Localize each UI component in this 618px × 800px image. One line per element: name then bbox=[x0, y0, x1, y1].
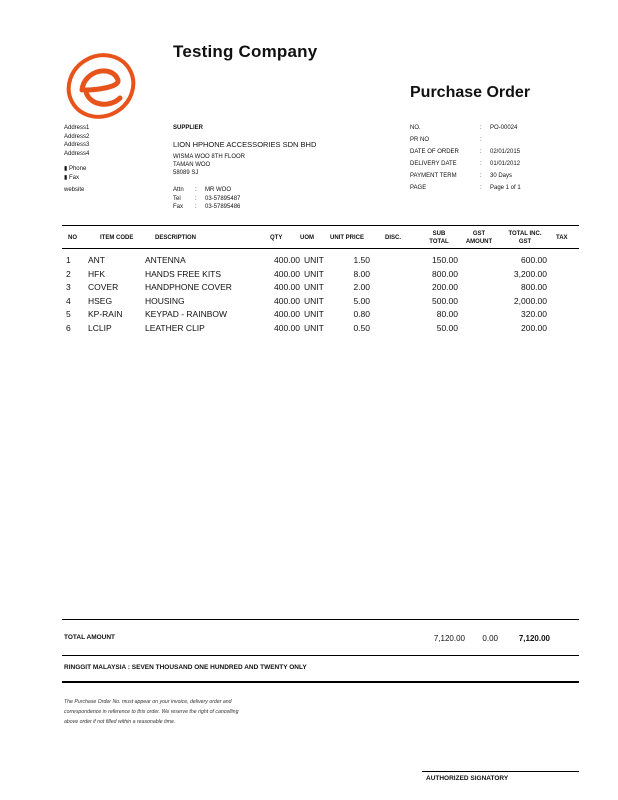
fax-label: Fax bbox=[68, 174, 79, 181]
cell-unit-price: 2.00 bbox=[353, 282, 370, 293]
meta-value: 02/01/2015 bbox=[490, 149, 521, 155]
cell-total-inc-gst: 200.00 bbox=[521, 323, 547, 333]
total-gst: 0.00 bbox=[482, 634, 498, 643]
cell-uom: UNIT bbox=[304, 268, 324, 279]
cell-description: ANTENNA bbox=[145, 255, 186, 265]
cell-description: LEATHER CLIP bbox=[145, 323, 205, 333]
cell-no: 4 bbox=[66, 295, 71, 306]
cell-description: HOUSING bbox=[145, 295, 185, 306]
cell-sub-total: 500.00 bbox=[432, 295, 458, 306]
table-row bbox=[0, 323, 618, 337]
supplier-block bbox=[173, 124, 383, 177]
cell-total-inc-gst: 2,000.00 bbox=[513, 295, 547, 306]
cell-qty: 400.00 bbox=[274, 268, 300, 279]
cell-description: HANDS FREE KITS bbox=[145, 268, 222, 279]
footnote-line: correspondence in reference to this order. We reserve the right of cancelling bbox=[64, 709, 239, 715]
cell-description: KEYPAD - RAINBOW bbox=[145, 309, 228, 320]
table-row bbox=[0, 255, 618, 269]
meta-label: DATE OF ORDER bbox=[410, 149, 459, 155]
company-contact bbox=[64, 165, 154, 182]
cell-qty: 400.00 bbox=[274, 323, 300, 333]
attn-label: Attn bbox=[173, 187, 184, 193]
cell-no: 5 bbox=[66, 309, 71, 320]
company-name: Testing Company bbox=[173, 42, 318, 61]
col-header-qty: QTY bbox=[270, 235, 283, 241]
col-header-no: NO bbox=[68, 235, 77, 241]
table-row bbox=[0, 282, 618, 296]
meta-value: PO-00024 bbox=[490, 125, 518, 131]
meta-value: 30 Days bbox=[490, 173, 513, 179]
supplier-address-line: 58089 SJ bbox=[173, 170, 199, 176]
totals-bottom-rule bbox=[62, 655, 579, 656]
supplier-name: LION HPHONE ACCESSORIES SDN BHD bbox=[173, 140, 317, 149]
fax-value: 03-57895486 bbox=[205, 204, 241, 210]
cell-qty: 400.00 bbox=[274, 282, 300, 293]
footnote-line: The Purchase Order No. must appear on your invoice, delivery order and bbox=[64, 699, 232, 705]
total-grand-total: 7,120.00 bbox=[518, 634, 550, 643]
phone-label: Phone bbox=[68, 166, 87, 172]
totals-top-rule bbox=[62, 619, 579, 620]
website-label: website bbox=[64, 187, 85, 193]
total-amount-label: TOTAL AMOUNT bbox=[64, 634, 116, 641]
cell-uom: UNIT bbox=[304, 255, 324, 265]
company-logo bbox=[62, 46, 140, 124]
meta-value: Page 1 of 1 bbox=[490, 185, 521, 191]
cell-unit-price: 1.50 bbox=[353, 255, 370, 265]
cell-unit-price: 8.00 bbox=[353, 268, 370, 279]
cell-sub-total: 150.00 bbox=[432, 255, 458, 265]
col-header-tax: TAX bbox=[556, 235, 568, 241]
col-header-description: DESCRIPTION bbox=[155, 235, 197, 241]
cell-item-code: HFK bbox=[88, 268, 105, 279]
cell-item-code: KP-RAIN bbox=[88, 309, 123, 320]
cell-sub-total: 50.00 bbox=[436, 323, 458, 333]
cell-no: 1 bbox=[66, 255, 71, 265]
table-row bbox=[0, 296, 618, 310]
supplier-address-line: WISMA WOO 8TH FLOOR bbox=[173, 154, 246, 160]
cell-description: HANDPHONE COVER bbox=[145, 282, 232, 293]
meta-label: DELIVERY DATE bbox=[410, 161, 457, 167]
cell-qty: 400.00 bbox=[274, 309, 300, 320]
meta-label: PR NO bbox=[410, 137, 430, 143]
cell-sub-total: 800.00 bbox=[432, 268, 458, 279]
fax-icon: ▮ bbox=[64, 174, 69, 181]
words-bottom-rule bbox=[62, 681, 579, 683]
cell-uom: UNIT bbox=[304, 323, 324, 333]
col-header-uom: UOM bbox=[300, 235, 314, 241]
col-header-gst-amount: GST AMOUNT bbox=[465, 231, 493, 245]
signature-label: AUTHORIZED SIGNATORY bbox=[426, 775, 509, 782]
col-header-sub-total: SUB TOTAL bbox=[429, 231, 449, 245]
meta-label: PAYMENT TERM bbox=[410, 173, 457, 179]
tel-value: 03-57895487 bbox=[205, 195, 241, 202]
document-title: Purchase Order bbox=[410, 84, 531, 101]
cell-unit-price: 0.50 bbox=[353, 323, 370, 333]
cell-uom: UNIT bbox=[304, 309, 324, 320]
address-line: Address2 bbox=[64, 133, 90, 140]
cell-no: 3 bbox=[66, 282, 71, 293]
meta-label: NO. bbox=[410, 125, 421, 131]
cell-total-inc-gst: 3,200.00 bbox=[513, 268, 547, 279]
col-header-total-inc-gst: TOTAL INC. GST bbox=[508, 231, 542, 245]
total-sub-total: 7,120.00 bbox=[433, 634, 465, 643]
cell-sub-total: 80.00 bbox=[436, 309, 458, 320]
col-header-disc: DISC. bbox=[385, 235, 402, 241]
table-header-bottom-rule bbox=[62, 248, 579, 249]
cell-total-inc-gst: 800.00 bbox=[521, 282, 547, 293]
col-header-unit-price: UNIT PRICE bbox=[330, 235, 365, 241]
footnote bbox=[64, 697, 294, 727]
supplier-address-line: TAMAN WOO bbox=[173, 162, 211, 168]
table-header-top-rule bbox=[62, 225, 579, 226]
cell-item-code: LCLIP bbox=[88, 323, 112, 333]
signature-line bbox=[422, 771, 579, 772]
cell-unit-price: 0.80 bbox=[353, 309, 370, 320]
tel-label: Tel bbox=[173, 195, 181, 202]
cell-qty: 400.00 bbox=[274, 295, 300, 306]
supplier-contact: Attn : MR WOO Tel : 03-57895487 Fax : 03-57895486 bbox=[173, 187, 241, 210]
address-line: Address3 bbox=[64, 142, 90, 148]
cell-qty: 400.00 bbox=[274, 255, 300, 265]
supplier-label: SUPPLIER bbox=[173, 125, 204, 131]
table-row bbox=[0, 309, 618, 323]
amount-in-words: RINGGIT MALAYSIA : SEVEN THOUSAND ONE HUNDRED AND TWENTY ONLY bbox=[64, 664, 307, 671]
cell-unit-price: 5.00 bbox=[353, 295, 370, 306]
cell-sub-total: 200.00 bbox=[432, 282, 458, 293]
supplier-address bbox=[173, 153, 383, 177]
address-line: Address4 bbox=[64, 150, 90, 157]
cell-total-inc-gst: 600.00 bbox=[521, 255, 547, 265]
fax-label: Fax bbox=[173, 204, 184, 210]
address-line: Address1 bbox=[64, 125, 90, 131]
attn-value: MR WOO bbox=[205, 187, 231, 193]
footnote-line: above order if not filled within a reasonable time. bbox=[64, 719, 176, 725]
cell-item-code: COVER bbox=[88, 282, 119, 293]
company-address bbox=[64, 124, 154, 158]
cell-item-code: ANT bbox=[88, 255, 105, 265]
cell-item-code: HSEG bbox=[88, 295, 113, 306]
cell-no: 2 bbox=[66, 268, 71, 279]
cell-total-inc-gst: 320.00 bbox=[521, 309, 547, 320]
cell-no: 6 bbox=[66, 323, 71, 333]
po-meta: NO. : PO-00024 PR NO : DATE OF ORDER : 02/01/2015 DELIVERY DATE : 01/01/2012 PAYMENT TERM : 30 Days PAGE : Page 1 of 1 bbox=[410, 124, 580, 196]
col-header-item-code: ITEM CODE bbox=[100, 235, 134, 241]
cell-uom: UNIT bbox=[304, 295, 324, 306]
meta-label: PAGE bbox=[410, 185, 427, 191]
table-row bbox=[0, 269, 618, 283]
phone-icon: ▮ bbox=[64, 166, 69, 172]
meta-value: 01/01/2012 bbox=[490, 161, 521, 167]
cell-uom: UNIT bbox=[304, 282, 324, 293]
